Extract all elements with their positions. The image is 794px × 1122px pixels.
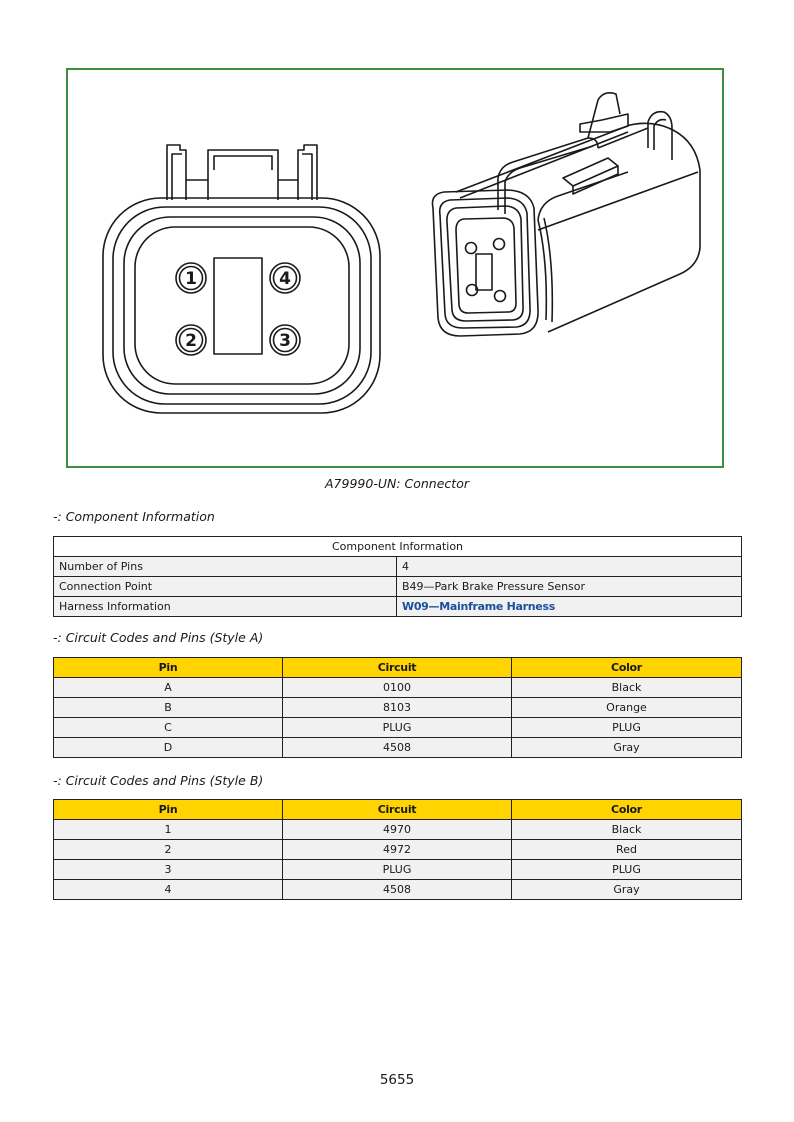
component-info-title: Component Information	[54, 537, 742, 557]
info-value: B49—Park Brake Pressure Sensor	[397, 577, 742, 597]
color-cell: Gray	[512, 880, 742, 900]
circuit-cell: PLUG	[283, 860, 512, 880]
circuit-cell: 0100	[283, 678, 512, 698]
style-b-table	[53, 799, 742, 900]
style-a-table	[53, 657, 742, 758]
table-row	[54, 738, 742, 758]
isometric-view	[432, 93, 700, 336]
table-row	[54, 718, 742, 738]
table-row	[54, 678, 742, 698]
info-value: 4	[397, 557, 742, 577]
circuit-cell: 4970	[283, 820, 512, 840]
harness-link[interactable]: W09—Mainframe Harness	[402, 600, 555, 613]
style-b-heading: -: Circuit Codes and Pins (Style B)	[53, 773, 264, 788]
table-row	[54, 860, 742, 880]
table-row	[54, 597, 742, 617]
table-row	[54, 577, 742, 597]
column-header-pin: Pin	[54, 658, 283, 678]
pin-cell: D	[54, 738, 283, 758]
pin-label-3: 3	[279, 331, 291, 351]
circuit-cell: PLUG	[283, 718, 512, 738]
pin-cell: C	[54, 718, 283, 738]
info-label: Harness Information	[54, 597, 397, 617]
column-header-color: Color	[512, 658, 742, 678]
column-header-circuit: Circuit	[283, 800, 512, 820]
pin-cell: B	[54, 698, 283, 718]
pin-label-2: 2	[185, 331, 197, 351]
table-row	[54, 820, 742, 840]
table-header-row	[54, 800, 742, 820]
front-view-housing	[103, 198, 380, 413]
color-cell: PLUG	[512, 860, 742, 880]
color-cell: Red	[512, 840, 742, 860]
component-info-table	[53, 536, 742, 617]
column-header-pin: Pin	[54, 800, 283, 820]
figure-caption: A79990-UN: Connector	[325, 476, 469, 491]
circuit-cell: 4508	[283, 880, 512, 900]
column-header-color: Color	[512, 800, 742, 820]
color-cell: PLUG	[512, 718, 742, 738]
circuit-cell: 4508	[283, 738, 512, 758]
center-key	[214, 258, 262, 354]
table-row	[54, 557, 742, 577]
info-label: Connection Point	[54, 577, 397, 597]
pin-cell: 1	[54, 820, 283, 840]
color-cell: Black	[512, 678, 742, 698]
style-a-heading: -: Circuit Codes and Pins (Style A)	[53, 630, 264, 645]
pin-label-1: 1	[185, 269, 197, 289]
table-row	[54, 698, 742, 718]
page-number: 5655	[379, 1072, 415, 1088]
circuit-cell: 4972	[283, 840, 512, 860]
pin-label-4: 4	[279, 269, 291, 289]
circuit-cell: 8103	[283, 698, 512, 718]
component-info-title-row	[54, 537, 742, 557]
column-header-circuit: Circuit	[283, 658, 512, 678]
table-row	[54, 840, 742, 860]
info-value-cell	[397, 597, 742, 617]
table-header-row	[54, 658, 742, 678]
table-row	[54, 880, 742, 900]
pin-cell: A	[54, 678, 283, 698]
component-info-heading: -: Component Information	[53, 509, 215, 524]
connector-figure	[66, 68, 724, 468]
color-cell: Orange	[512, 698, 742, 718]
pin-cell: 3	[54, 860, 283, 880]
pin-cell: 2	[54, 840, 283, 860]
front-view-latch	[167, 145, 317, 200]
color-cell: Gray	[512, 738, 742, 758]
info-label: Number of Pins	[54, 557, 397, 577]
connector-illustration	[68, 70, 722, 466]
pin-cell: 4	[54, 880, 283, 900]
color-cell: Black	[512, 820, 742, 840]
